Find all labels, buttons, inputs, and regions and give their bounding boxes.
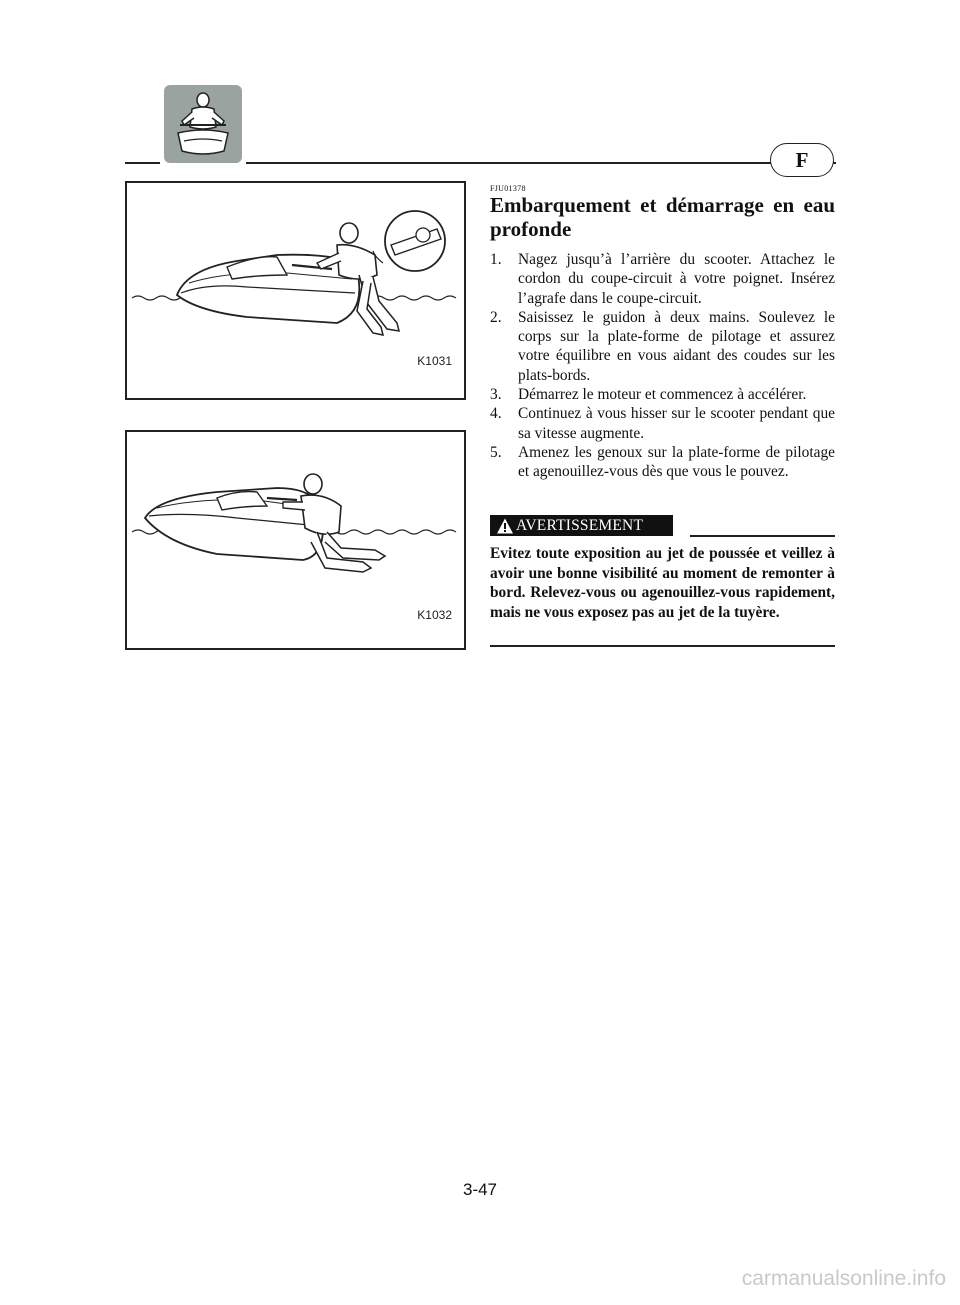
- header-rule-left: [125, 162, 160, 164]
- step-text: Saisissez le guidon à deux mains. Soulevez le corps sur la plate-forme de pilotage et assurez votre équilibre en vous aidant des coudes sur les plats-bords.: [518, 308, 835, 384]
- list-item: [490, 404, 835, 443]
- step-text: Nagez jusqu’à l’arrière du scooter. Attachez le cordon du coupe-circuit à votre poignet. Insérez l’agrafe dans le coupe-circuit.: [518, 251, 835, 307]
- figure-code: K1032: [417, 608, 452, 622]
- figure-boarding-rear: [125, 181, 466, 400]
- step-text: Amenez les genoux sur la plate-forme de pilotage et agenouillez-vous dès que vous le pouvez.: [518, 443, 835, 481]
- warning-end-rule: [490, 645, 835, 647]
- rider-boarding-from-rear-illustration: [127, 183, 464, 398]
- personal-watercraft-icon: [164, 85, 242, 163]
- section-title: Embarquement et démarrage en eau profonde: [490, 193, 835, 241]
- warning-header: [490, 515, 835, 537]
- rider-climbing-onto-deck-illustration: [127, 432, 464, 648]
- step-number: 2.: [490, 308, 502, 326]
- list-item: [490, 250, 835, 308]
- step-number: 3.: [490, 386, 502, 404]
- section-reference: FJU01378: [490, 184, 526, 193]
- warning-triangle-icon: [496, 517, 514, 535]
- figure-code: K1031: [417, 354, 452, 368]
- figure-climbing-deck: [125, 430, 466, 650]
- warning-label: AVERTISSEMENT: [516, 516, 644, 534]
- step-number: 4.: [490, 405, 502, 423]
- warning-rule: [690, 535, 835, 537]
- header-rule-right: [246, 162, 836, 164]
- warning-text: Evitez toute exposition au jet de poussée et veillez à avoir une bonne visibilité au moment de remonter à bord. Relevez-vous ou agenouillez-vous rapidement, mais ne vous exposez pas au jet de la tuyère.: [490, 545, 835, 621]
- steps-list: [490, 250, 835, 482]
- list-item: [490, 308, 835, 385]
- page-number: 3-47: [462, 1180, 498, 1199]
- watermark: carmanualsonline.info: [741, 1267, 946, 1290]
- language-badge: F: [770, 143, 834, 177]
- warning-badge: [490, 515, 673, 536]
- step-text: Démarrez le moteur et commencez à accélérer.: [518, 386, 807, 404]
- step-number: 5.: [490, 443, 502, 461]
- step-text: Continuez à vous hisser sur le scooter pendant que sa vitesse augmente.: [518, 405, 835, 442]
- list-item: [490, 385, 835, 404]
- step-number: 1.: [490, 251, 502, 268]
- list-item: [490, 443, 835, 482]
